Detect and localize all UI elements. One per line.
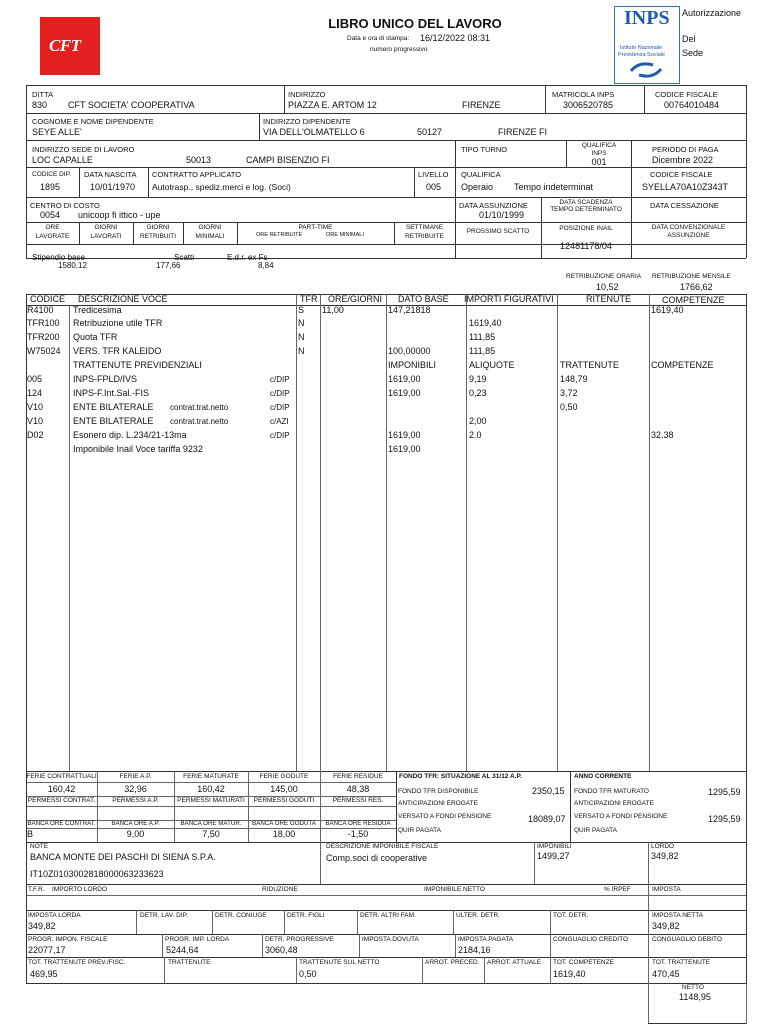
row-descrizione: Esonero dip. L.234/21-13ma <box>73 430 187 440</box>
row-descrizione: INPS-FPLD/IVS <box>73 374 138 384</box>
banca-value: -1,50 <box>347 829 369 839</box>
lordo-value: 349,82 <box>651 851 679 861</box>
edr-label: E.d.r. ex Fs <box>227 253 268 262</box>
col-header-competenze: COMPETENZE <box>662 295 725 305</box>
indirizzo-label: INDIRIZZO <box>288 90 326 99</box>
row-codice: D02 <box>27 430 44 440</box>
ferie-label: FERIE CONTRATTUALI <box>26 773 97 780</box>
ferie-value: 160,42 <box>197 784 225 794</box>
auth-line1: Autorizzazione <box>682 8 742 18</box>
row-figurativi: 2,00 <box>469 416 487 426</box>
irpef-label: % IRPEF <box>604 886 631 893</box>
banca-value: 9,00 <box>126 829 145 839</box>
imposta-lorda-label: IMPOSTA LORDA <box>28 912 81 919</box>
gg-retr-label2: RETRIBUITI <box>139 233 177 240</box>
col-header-descrizione: DESCRIZIONE VOCE <box>78 294 168 304</box>
progressive-label: numero progressivo <box>370 46 428 53</box>
matricola-value: 3006520785 <box>563 100 614 110</box>
row-codice: 005 <box>27 374 43 384</box>
banca-label: BANCA ORE MATUR. <box>180 820 242 827</box>
imposta-pagata-label: IMPOSTA PAGATA <box>458 936 514 943</box>
tfr-maturato-label: FONDO TFR MATURATO <box>574 788 649 795</box>
tot-tratt-label: TOT. TRATTENUTE PREV./FISC. <box>28 959 126 966</box>
scatti-value: 177,66 <box>156 261 181 270</box>
company-cf-value: 00764010484 <box>664 100 720 110</box>
trattenute-label: TRATTENUTE <box>168 959 211 966</box>
row-ritenute: 3,72 <box>560 388 578 398</box>
qual-inps-label2: INPS <box>591 150 607 157</box>
tfr-maturato-value: 1295,59 <box>708 787 741 797</box>
ditta-name: CFT SOCIETA' COOPERATIVA <box>68 100 195 110</box>
ferie-label: FERIE A.P. <box>119 773 152 780</box>
gg-lav-label2: LAVORATI <box>90 233 122 240</box>
tfr-versato2-value: 1295,59 <box>708 814 741 824</box>
cong-credito-label: CONGUAGLIO CREDITO <box>553 936 629 943</box>
banca-label: BANCA ORE A.P. <box>111 820 160 827</box>
row-ritenute: TRATTENUTE <box>560 360 619 370</box>
print-date-value: 16/12/2022 08:31 <box>420 33 491 43</box>
row-ore: 11,00 <box>322 305 344 315</box>
tfr-versato-label: VERSATO A FONDI PENSIONE <box>398 813 492 820</box>
row-codice: V10 <box>27 402 44 412</box>
banca-value: 18,00 <box>272 829 296 839</box>
employee-cap: 50127 <box>417 127 443 137</box>
ditta-code: 830 <box>32 100 48 110</box>
row-descrizione: TRATTENUTE PREVIDENZIALI <box>73 360 202 370</box>
anno-title: ANNO CORRENTE <box>574 773 632 780</box>
scadenza-label2: TEMPO DETERMINATO <box>550 206 622 213</box>
banca-label: BANCA ORE RESIDUA <box>325 820 391 827</box>
ferie-label: FERIE MATURATE <box>183 773 239 780</box>
detr-dip-label: DETR. LAV. DIP. <box>140 912 188 919</box>
imposta-label: IMPOSTA <box>652 886 681 893</box>
company-cf-label: CODICE FISCALE <box>655 90 718 99</box>
imposta-netta-label: IMPOSTA NETTA <box>652 912 704 919</box>
livello-value: 005 <box>426 182 442 192</box>
retr-oraria-value: 10,52 <box>596 282 619 292</box>
stipendio-value: 1580,12 <box>58 261 87 270</box>
row-descrizione: Imponibile Inail Voce tariffa 9232 <box>73 444 203 454</box>
col-header-ritenute: RITENUTE <box>586 294 631 304</box>
detr-altri-label: DETR. ALTRI FAM. <box>360 912 416 919</box>
livello-label: LIVELLO <box>418 170 449 179</box>
assunzione-label: DATA ASSUNZIONE <box>459 201 528 210</box>
ditta-label: DITTA <box>32 90 54 99</box>
row-descrizione: ENTE BILATERALE <box>73 402 154 412</box>
company-logo-text: CFT <box>49 36 81 55</box>
row-tfr: N <box>298 332 305 342</box>
cfdip-value: SYELLA70A10Z343T <box>642 182 729 192</box>
cdc-label: CENTRO DI COSTO <box>30 201 100 210</box>
progr-lorda-value: 5244,64 <box>166 945 199 955</box>
edr-value: 8,84 <box>258 261 274 270</box>
imponibili-value: 1499,27 <box>537 851 570 861</box>
tot-tratt-value: 469,95 <box>30 969 58 979</box>
nascita-value: 10/01/1970 <box>90 182 136 192</box>
scatti-label: Scatti <box>174 253 195 262</box>
row-sub: contrat.trat.netto <box>170 403 229 412</box>
imposta-pagata-value: 2184,16 <box>458 945 491 955</box>
gg-min-label1: GIORNI <box>198 224 222 231</box>
indirizzo-value: PIAZZA E. ARTOM 12 <box>288 100 377 110</box>
qual-inps-value: 001 <box>591 157 607 167</box>
employee-addr-label: INDIRIZZO DIPENDENTE <box>263 117 351 126</box>
lordo-label: LORDO <box>651 843 675 850</box>
imposta-netta-value: 349,82 <box>652 921 680 931</box>
row-base: 1619,00 <box>388 388 421 398</box>
riduzione-label: RIDUZIONE <box>262 886 298 893</box>
row-base: 1619,00 <box>388 444 421 454</box>
tot-tratt2-value: 470,45 <box>652 969 680 979</box>
col-header-tfr: TFR <box>300 294 318 304</box>
qualifica-label: QUALIFICA <box>461 170 501 179</box>
contratto-label: CONTRATTO APPLICATO <box>152 170 242 179</box>
cdc-value: unicoop fi ittico - upe <box>78 210 161 220</box>
desc-imp-label: DESCRIZIONE IMPONIBILE FISCALE <box>326 843 439 850</box>
desc-imp-value: Comp.soci di cooperative <box>326 853 428 863</box>
imp-lordo-label: IMPORTO LORDO <box>52 886 108 893</box>
auth-line2: Del <box>682 34 696 44</box>
sede-city: CAMPI BISENZIO FI <box>246 155 330 165</box>
col-header-ore: ORE/GIORNI <box>328 294 383 304</box>
pt-ore-retr: ORE RETRIBUITE <box>256 232 303 238</box>
coddip-value: 1895 <box>40 182 61 192</box>
employee-name-label: COGNOME E NOME DIPENDENTE <box>32 117 154 126</box>
col-header-importi: IMPORTI FIGURATIVI <box>464 294 554 304</box>
ore-lav-label2: LAVORATE <box>35 233 70 240</box>
ferie-value: 48,38 <box>346 784 370 794</box>
qual-inps-label1: QUALIFICA <box>581 142 617 149</box>
tot-tratt2-label: TOT. TRATTENUTE <box>652 959 711 966</box>
inps-logo-text: INPS <box>624 7 670 29</box>
row-descrizione: Tredicesima <box>73 305 122 315</box>
stipendio-label: Stipendio base <box>32 253 85 262</box>
detr-progr-value: 3060,48 <box>265 945 298 955</box>
tfr-fisc-label: T.F.R. <box>28 886 45 893</box>
tfr-disp-value: 2350,15 <box>532 786 565 796</box>
row-figurativi: 0,23 <box>469 388 487 398</box>
pt-ore-min: ORE MINIMALI <box>326 232 364 238</box>
assunzione-value: 01/10/1999 <box>479 210 525 220</box>
row-tfr: N <box>298 346 305 356</box>
conv-label2: ASSUNZIONE <box>667 232 710 239</box>
employee-addr-value: VIA DELL'OLMATELLO 6 <box>263 127 365 137</box>
contratto-value: Autotrasp., spediz.merci e log. (Soci) <box>152 182 291 192</box>
row-codice: W75024 <box>27 346 61 356</box>
row-tfr: S <box>298 305 305 315</box>
coddip-label: CODICE DIP. <box>32 171 71 178</box>
arr-att-label: ARROT. ATTUALE <box>487 959 542 966</box>
inps-logo <box>614 6 680 84</box>
row-sub: contrat.trat.netto <box>170 417 229 426</box>
tempo-value: Tempo indeterminat <box>514 182 594 192</box>
ore-lav-label1: ORE <box>45 224 60 231</box>
sede-label: INDIRIZZO SEDE DI LAVORO <box>32 145 135 154</box>
company-city: FIRENZE <box>462 100 501 110</box>
row-codice: TFR100 <box>27 318 60 328</box>
tfr-quir-label: QUIR PAGATA <box>398 827 441 834</box>
tfr-disp-label: FONDO TFR DISPONIBILE <box>398 788 479 795</box>
permessi-label: PERMESSI A.P. <box>112 797 159 804</box>
row-base: 100,00000 <box>388 346 431 356</box>
row-figurativi: 111,85 <box>469 346 496 356</box>
progr-imp-value: 22077,17 <box>28 945 66 955</box>
row-tipo: c/DIP <box>270 389 290 398</box>
employee-city: FIRENZE FI <box>498 127 547 137</box>
row-figurativi: 1619,40 <box>469 318 502 328</box>
nascita-label: DATA NASCITA <box>84 170 137 179</box>
banca-label: BANCA ORE CONTRAT. <box>27 820 96 827</box>
periodo-value: Dicembre 2022 <box>652 155 714 165</box>
col-header-base: DATO BASE <box>398 294 449 304</box>
matricola-label: MATRICOLA INPS <box>552 90 615 99</box>
sett-label2: RETRIBUITE <box>405 233 444 240</box>
gg-retr-label1: GIORNI <box>146 224 170 231</box>
cfdip-label: CODICE FISCALE <box>650 170 713 179</box>
row-descrizione: Quota TFR <box>73 332 118 342</box>
employee-name-value: SEYE ALLE' <box>32 127 82 137</box>
company-logo <box>40 17 100 75</box>
cdc-code: 0054 <box>40 210 61 220</box>
tfr-quir2-label: QUIR PAGATA <box>574 827 617 834</box>
page-title: LIBRO UNICO DEL LAVORO <box>328 16 502 31</box>
row-figurativi: 2.0 <box>469 430 482 440</box>
row-descrizione: VERS. TFR KALEIDO <box>73 346 162 356</box>
banca-value: B <box>27 829 34 839</box>
sett-label1: SETTIMANE <box>405 224 444 231</box>
row-figurativi: 9,19 <box>469 374 487 384</box>
netto-value: 1148,95 <box>679 992 711 1002</box>
tratt-netto-label: TRATTENUTE SUL NETTO <box>299 959 380 966</box>
inps-swirl-icon <box>627 59 665 81</box>
periodo-label: PERIODO DI PAGA <box>652 145 719 154</box>
col-header-codice: CODICE <box>30 294 66 304</box>
row-competenze: 32.38 <box>651 430 674 440</box>
tfr-title: FONDO TFR: SITUAZIONE AL 31/12 A.P. <box>399 773 522 780</box>
permessi-label: PERMESSI GODUTI <box>253 797 315 804</box>
banca-label: BANCA ORE GODUTA <box>252 820 316 827</box>
inps-logo-sub1: Istituto Nazionale <box>620 45 663 51</box>
row-codice: TFR200 <box>27 332 60 342</box>
progr-lorda-label: PROGR. IMP. LORDA <box>165 936 230 943</box>
row-ritenute: 148,79 <box>560 374 588 384</box>
row-tipo: c/DIP <box>270 403 290 412</box>
tot-detr-label: TOT. DETR. <box>553 912 589 919</box>
cessazione-label: DATA CESSAZIONE <box>650 201 719 210</box>
print-date-label: Data e ora di stampa: <box>347 35 410 42</box>
scadenza-label1: DATA SCADENZA <box>559 199 613 206</box>
row-competenze: COMPETENZE <box>651 360 714 370</box>
tfr-versato2-label: VERSATO A FONDI PENSIONE <box>574 813 668 820</box>
netto-label: NETTO <box>682 984 704 991</box>
row-tipo: c/AZI <box>270 417 289 426</box>
row-base: 147,21818 <box>388 305 431 315</box>
gg-min-label2: MINIMALI <box>195 233 225 240</box>
row-ritenute: 0,50 <box>560 402 578 412</box>
ferie-label: FERIE GODUTE <box>259 773 309 780</box>
auth-line3: Sede <box>682 48 704 58</box>
row-descrizione: ENTE BILATERALE <box>73 416 154 426</box>
row-base: 1619,00 <box>388 430 421 440</box>
row-tfr: N <box>298 318 305 328</box>
row-codice: R4100 <box>27 305 54 315</box>
note-label: NOTE <box>30 843 49 850</box>
row-figurativi: 111,85 <box>469 332 496 342</box>
imposta-dovuta-label: IMPOSTA DOVUTA <box>362 936 419 943</box>
row-competenze: 1619,40 <box>651 305 684 315</box>
imp-netto-label: IMPONIBILE NETTO <box>424 886 485 893</box>
row-codice: V10 <box>27 416 44 426</box>
permessi-label: PERMESSI MATURATI <box>177 797 245 804</box>
gg-lav-label1: GIORNI <box>94 224 118 231</box>
inail-value: 12481178/04 <box>560 241 612 251</box>
ult-detr-label: ULTER. DETR. <box>456 912 500 919</box>
row-tipo: c/DIP <box>270 375 290 384</box>
inps-logo-sub2: Previdenza Sociale <box>618 52 666 58</box>
imponibili-label: IMPONIBILI <box>537 843 572 850</box>
inail-label: POSIZIONE INAIL <box>559 225 613 232</box>
row-base: IMPONIBILI <box>388 360 437 370</box>
retr-mensile-label: RETRIBUZIONE MENSILE <box>652 273 731 280</box>
sede-value: LOC CAPALLE <box>32 155 93 165</box>
row-base: 1619,00 <box>388 374 421 384</box>
retr-oraria-label: RETRIBUZIONE ORARIA <box>566 273 642 280</box>
tipo-turno-label: TIPO TURNO <box>461 145 508 154</box>
row-descrizione: Retribuzione utile TFR <box>73 318 163 328</box>
sede-cap: 50013 <box>186 155 212 165</box>
iban-value: IT10Z0103002818000063233623 <box>30 869 164 879</box>
cong-debito-label: CONGUAGLIO DEBITO <box>652 936 722 943</box>
banca-value: 7,50 <box>202 829 220 839</box>
tot-comp-value: 1619,40 <box>553 969 586 979</box>
tot-comp-label: TOT. COMPETENZE <box>553 959 614 966</box>
detr-coniuge-label: DETR. CONIUGE <box>215 912 267 919</box>
pt-label: PART-TIME <box>298 224 333 231</box>
ferie-value: 145,00 <box>270 784 298 794</box>
tratt-netto-value: 0,50 <box>299 969 317 979</box>
permessi-label: PERMESSI RES. <box>332 797 384 804</box>
progr-imp-label: PROGR. IMPON. FISCALE <box>28 936 108 943</box>
row-tipo: c/DIP <box>270 431 290 440</box>
detr-figli-label: DETR. FIGLI <box>287 912 325 919</box>
tfr-versato-value: 18089,07 <box>528 814 566 824</box>
conv-label1: DATA CONVENZIONALE <box>651 224 726 231</box>
imposta-lorda-value: 349,82 <box>28 921 56 931</box>
row-codice: 124 <box>27 388 43 398</box>
detr-progr-label: DETR. PROGRESSIVE <box>265 936 334 943</box>
permessi-label: PERMESSI CONTRAT. <box>27 797 96 804</box>
row-descrizione: INPS-F.Int.Sal.-FIS <box>73 388 150 398</box>
scatto-label: PROSSIMO SCATTO <box>466 228 530 235</box>
ferie-label: FERIE RESIDUE <box>333 773 383 780</box>
retr-mensile-value: 1766,62 <box>680 282 713 292</box>
tfr-antic-label: ANTICIPAZIONI EROGATE <box>398 800 478 807</box>
arr-prec-label: ARROT. PRECED. <box>425 959 480 966</box>
qualifica-value: Operaio <box>461 182 494 192</box>
ferie-value: 32,96 <box>124 784 147 794</box>
ferie-value: 160,42 <box>47 784 76 794</box>
bank-name: BANCA MONTE DEI PASCHI DI SIENA S.P.A. <box>30 852 216 862</box>
row-figurativi: ALIQUOTE <box>469 360 515 370</box>
tfr-antic2-label: ANTICIPAZIONI EROGATE <box>574 800 654 807</box>
